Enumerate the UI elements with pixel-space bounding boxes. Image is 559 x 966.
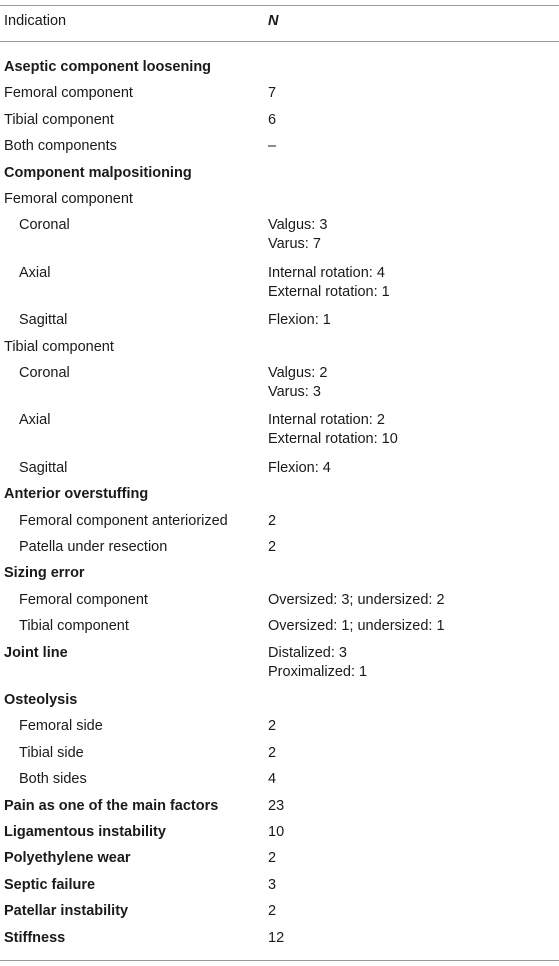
row-value [268,903,276,919]
row-label: Sizing error [4,565,85,582]
row-value [268,718,276,734]
top-rule [0,5,559,6]
row-value-line: Flexion: 4 [268,459,331,476]
row-label: Aseptic component loosening [4,59,212,75]
bottom-rule [0,960,559,961]
row-value [268,312,331,328]
row-value-line: Internal rotation: 2 [268,412,385,429]
row-value-line: 23 [268,797,285,814]
row-value [268,85,276,101]
row-label: Femoral component [4,85,133,102]
row-label: Sagittal [19,459,68,476]
row-value-line: Distalized: 3 [268,644,347,661]
row-value-line: – [268,138,277,155]
row-value-line: 2 [268,744,277,761]
row-value [268,824,284,840]
row-value [268,645,367,680]
row-value [268,771,276,787]
row-value-line: 6 [268,111,277,128]
row-label: Ligamentous instability [4,824,166,840]
row-value-line: Oversized: 1; undersized: 1 [268,618,445,635]
row-value [268,618,445,634]
row-label: Joint line [4,644,68,661]
row-value-line: 10 [268,824,285,840]
row-value-line: Internal rotation: 4 [268,264,385,281]
row-label: Axial [19,264,51,281]
row-value-line: Proximalized: 1 [268,663,368,680]
row-label: Coronal [19,365,70,381]
row-value-line: 2 [268,718,277,735]
row-value [268,460,331,476]
row-label: Patellar instability [4,903,129,920]
row-value-line: 12 [268,929,285,946]
row-value-line: Varus: 7 [268,236,321,253]
row-value-line: 4 [268,771,277,788]
row-value [268,877,276,893]
row-value [268,798,284,814]
row-label: Coronal [19,217,70,234]
row-label: Tibial side [19,744,84,761]
header-n: N [268,13,279,29]
row-label: Both sides [19,771,87,788]
row-value-line: Valgus: 3 [268,217,328,234]
row-value [268,412,398,447]
row-value [268,539,276,555]
row-value [268,217,327,252]
row-label: Component malpositioning [4,164,192,181]
row-value-line: Oversized: 3; undersized: 2 [268,591,445,608]
row-label: Septic failure [4,876,96,893]
row-value-line: Varus: 3 [268,384,321,400]
row-label: Pain as one of the main factors [4,797,219,814]
row-value [268,112,276,128]
row-label: Both components [4,138,117,155]
row-label: Patella under resection [19,539,168,555]
row-label: Stiffness [4,929,66,946]
row-label: Femoral side [19,718,103,735]
row-label: Femoral component [19,591,148,608]
row-value [268,265,390,300]
row-value-line: 2 [268,850,277,867]
row-value-line: External rotation: 10 [268,431,398,448]
row-label: Osteolysis [4,692,78,708]
header-indication: Indication [4,13,67,29]
row-value-line: External rotation: 1 [268,283,390,300]
row-label: Femoral component anteriorized [19,512,228,529]
row-label: Tibial component [4,111,114,128]
row-label: Sagittal [19,312,68,329]
row-label: Tibial component [19,618,129,635]
row-value-line: 7 [268,85,277,102]
row-value-line: Valgus: 2 [268,365,328,381]
row-value-line: 2 [268,903,277,920]
row-value [268,592,445,608]
row-label: Polyethylene wear [4,850,131,867]
row-label: Axial [19,412,51,429]
row-label: Tibial component [4,338,114,355]
row-label: Anterior overstuffing [4,486,149,503]
row-value [268,745,276,761]
row-value-line: 3 [268,876,277,893]
row-label: Femoral component [4,191,133,207]
row-value [268,138,276,154]
header-rule [0,41,559,42]
row-value-line: 2 [268,512,277,529]
row-value-line: Flexion: 1 [268,312,331,329]
row-value [268,850,276,866]
row-value-line: 2 [268,539,277,555]
row-value [268,513,276,529]
row-value [268,930,284,946]
row-value [268,365,327,400]
